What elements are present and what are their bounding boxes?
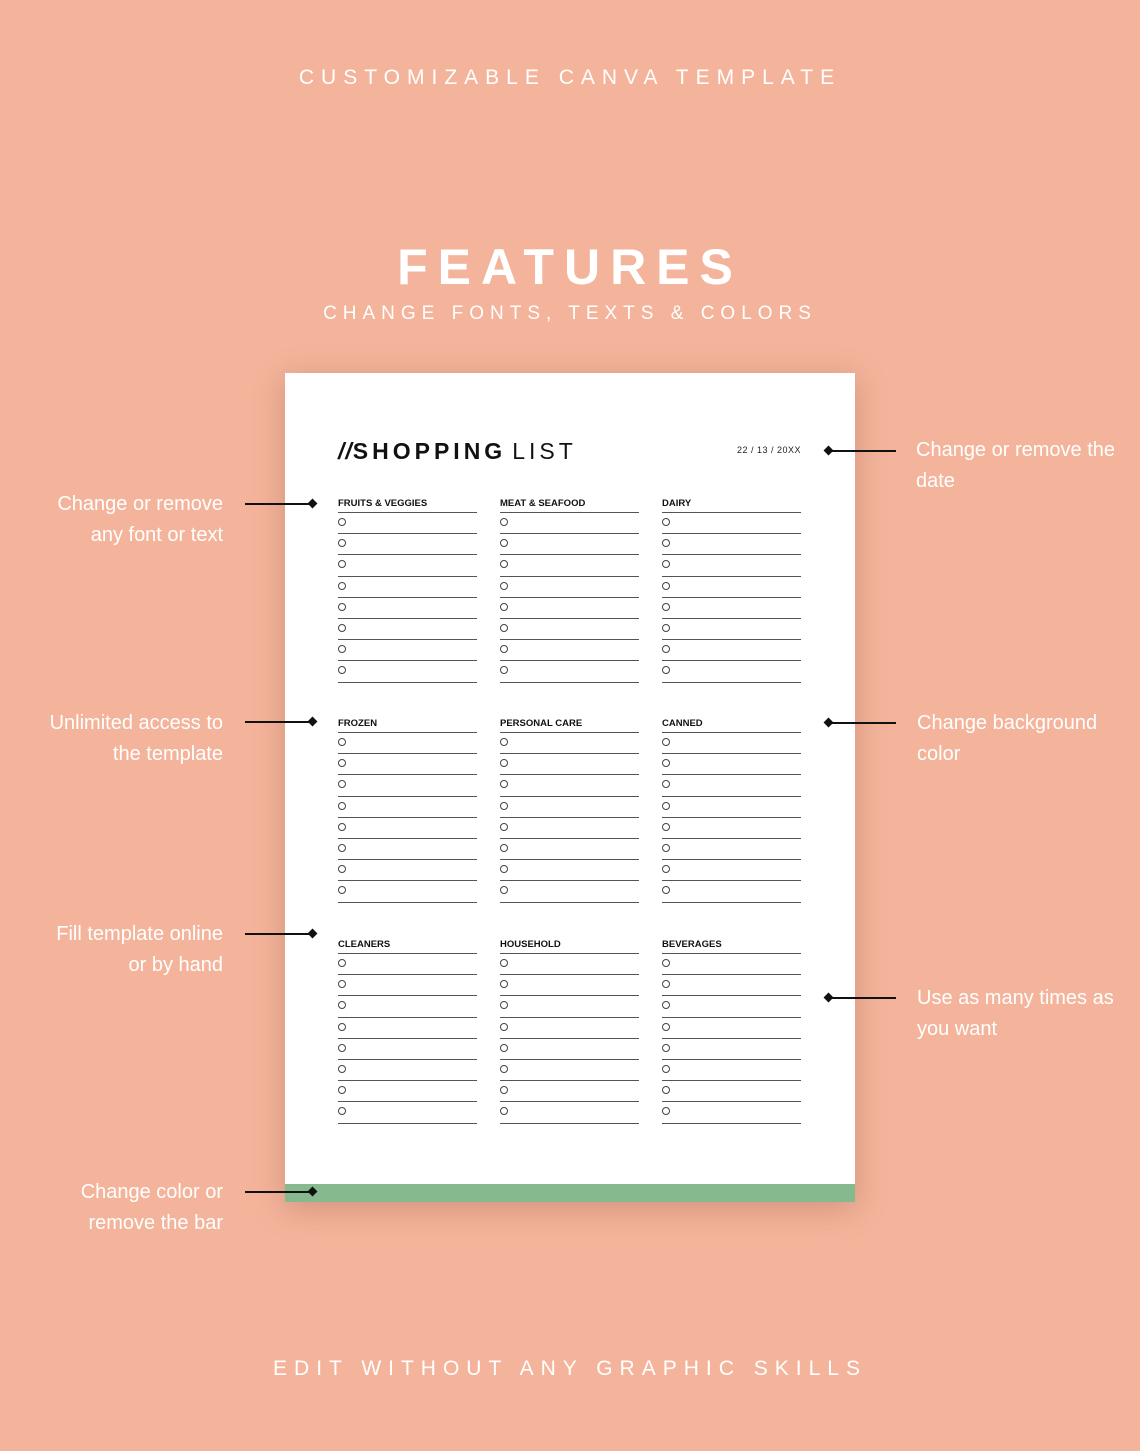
bottom-tagline: EDIT WITHOUT ANY GRAPHIC SKILLS [273,1357,867,1380]
checkbox-circle-icon[interactable] [500,738,508,746]
checkbox-circle-icon[interactable] [500,1107,508,1115]
checklist-row[interactable] [662,733,801,754]
checklist-row[interactable] [662,975,801,996]
checkbox-circle-icon[interactable] [500,1086,508,1094]
checkbox-circle-icon[interactable] [662,1065,670,1073]
checklist-row[interactable] [500,577,639,598]
checklist-row[interactable] [500,598,639,619]
checklist-row[interactable] [338,754,477,775]
connector-change-font [245,503,313,505]
checkbox-circle-icon[interactable] [500,603,508,611]
checkbox-circle-icon[interactable] [338,1023,346,1031]
category-items [500,954,639,1124]
checklist-row[interactable] [500,1060,639,1081]
checkbox-circle-icon[interactable] [338,645,346,653]
checkbox-circle-icon[interactable] [500,759,508,767]
checkbox-circle-icon[interactable] [662,865,670,873]
checklist-row[interactable] [500,555,639,576]
bottom-color-bar [285,1184,855,1202]
checkbox-circle-icon[interactable] [338,603,346,611]
checkbox-circle-icon[interactable] [500,666,508,674]
category-items [662,954,801,1124]
checkbox-circle-icon[interactable] [338,886,346,894]
checklist-row[interactable] [662,839,801,860]
category-title: HOUSEHOLD [500,937,639,954]
sheet-title [338,438,577,465]
checklist-row[interactable] [338,818,477,839]
category-title: FRUITS & VEGGIES [338,496,477,513]
note-fill-template: Fill template online or by hand [56,923,223,976]
checkbox-circle-icon[interactable] [500,959,508,967]
note-change-bar: Change color or remove the bar [80,1181,223,1234]
checklist-row[interactable] [500,1039,639,1060]
checklist-row[interactable] [662,598,801,619]
checkbox-circle-icon[interactable] [338,582,346,590]
checklist-row[interactable] [338,598,477,619]
checklist-row[interactable] [338,661,477,682]
checkbox-circle-icon[interactable] [338,1001,346,1009]
checkbox-circle-icon[interactable] [338,802,346,810]
checklist-row[interactable] [338,733,477,754]
checklist-row[interactable] [338,954,477,975]
checkbox-circle-icon[interactable] [662,1086,670,1094]
checklist-row[interactable] [662,513,801,534]
category-title: DAIRY [662,496,801,513]
checklist-row[interactable] [662,797,801,818]
checklist-row[interactable] [500,954,639,975]
checklist-row[interactable] [662,534,801,555]
checklist-row[interactable] [662,640,801,661]
checklist-row[interactable] [338,1060,477,1081]
checkbox-circle-icon[interactable] [500,582,508,590]
features-subtitle: CHANGE FONTS, TEXTS & COLORS [323,303,817,324]
checklist-row[interactable] [500,860,639,881]
checkbox-circle-icon[interactable] [500,780,508,788]
checklist-row[interactable] [500,513,639,534]
checkbox-circle-icon[interactable] [662,1001,670,1009]
checkbox-circle-icon[interactable] [662,886,670,894]
checklist-row[interactable] [662,619,801,640]
checklist-row[interactable] [500,975,639,996]
checkbox-circle-icon[interactable] [662,980,670,988]
category-items [662,733,801,903]
checkbox-circle-icon[interactable] [500,1044,508,1052]
category-dairy [662,496,801,683]
checklist-row[interactable] [338,640,477,661]
checkbox-circle-icon[interactable] [662,823,670,831]
category-title: FROZEN [338,716,477,733]
checklist-row[interactable] [500,754,639,775]
checkbox-circle-icon[interactable] [500,645,508,653]
checklist-row[interactable] [662,661,801,682]
shopping-list-sheet [285,373,855,1202]
checkbox-circle-icon[interactable] [662,802,670,810]
checklist-row[interactable] [500,1081,639,1102]
category-canned [662,716,801,903]
category-household [500,937,639,1124]
checkbox-circle-icon[interactable] [338,738,346,746]
checklist-row[interactable] [662,775,801,796]
checklist-row[interactable] [338,975,477,996]
checkbox-circle-icon[interactable] [500,1065,508,1073]
note-change-date: Change or remove the date [916,439,1116,492]
checkbox-circle-icon[interactable] [338,666,346,674]
checkbox-circle-icon[interactable] [500,624,508,632]
checklist-row[interactable] [662,881,801,902]
title-word-shopping: SHOPPING [352,438,507,464]
checkbox-circle-icon[interactable] [338,1065,346,1073]
checkbox-circle-icon[interactable] [500,865,508,873]
category-meat-seafood [500,496,639,683]
checklist-row[interactable] [500,839,639,860]
checklist-row[interactable] [662,577,801,598]
category-items [662,513,801,683]
checklist-row[interactable] [500,797,639,818]
category-items [500,733,639,903]
category-frozen [338,716,477,903]
checklist-row[interactable] [500,661,639,682]
note-change-font: Change or remove any font or text [57,493,223,546]
checklist-row[interactable] [338,513,477,534]
checkbox-circle-icon[interactable] [338,1086,346,1094]
checklist-row[interactable] [662,1060,801,1081]
checklist-row[interactable] [662,996,801,1017]
checklist-row[interactable] [662,1081,801,1102]
checkbox-circle-icon[interactable] [662,959,670,967]
checkbox-circle-icon[interactable] [338,518,346,526]
checkbox-circle-icon[interactable] [500,802,508,810]
checkbox-circle-icon[interactable] [338,624,346,632]
note-background-color: Change background color [917,712,1098,765]
checkbox-circle-icon[interactable] [662,780,670,788]
checkbox-circle-icon[interactable] [338,780,346,788]
checkbox-circle-icon[interactable] [338,1044,346,1052]
category-title: BEVERAGES [662,937,801,954]
category-title: CLEANERS [338,937,477,954]
checkbox-circle-icon[interactable] [500,844,508,852]
checklist-row[interactable] [338,1102,477,1123]
checklist-row[interactable] [662,555,801,576]
sheet-date: 22 / 13 / 20XX [737,445,802,455]
checklist-row[interactable] [338,1081,477,1102]
checkbox-circle-icon[interactable] [662,666,670,674]
checklist-row[interactable] [338,619,477,640]
checkbox-circle-icon[interactable] [338,980,346,988]
checkbox-circle-icon[interactable] [338,823,346,831]
checkbox-circle-icon[interactable] [662,518,670,526]
checklist-row[interactable] [500,1018,639,1039]
checklist-row[interactable] [338,555,477,576]
checklist-row[interactable] [662,1102,801,1123]
features-title: FEATURES [397,239,743,295]
checklist-row[interactable] [338,775,477,796]
checkbox-circle-icon[interactable] [662,560,670,568]
connector-change-bar [245,1191,313,1193]
top-tagline: CUSTOMIZABLE CANVA TEMPLATE [298,66,842,89]
checklist-row[interactable] [662,754,801,775]
category-title: CANNED [662,716,801,733]
checkbox-circle-icon[interactable] [662,582,670,590]
connector-use-many-times [828,997,896,999]
note-use-many-times: Use as many times as you want [917,987,1114,1040]
checkbox-circle-icon[interactable] [338,844,346,852]
checklist-row[interactable] [500,534,639,555]
checkbox-circle-icon[interactable] [338,865,346,873]
checkbox-circle-icon[interactable] [500,823,508,831]
checklist-row[interactable] [500,619,639,640]
checklist-row[interactable] [338,1018,477,1039]
checklist-row[interactable] [662,1039,801,1060]
connector-fill-template [245,933,313,935]
checklist-row[interactable] [500,733,639,754]
category-personal-care [500,716,639,903]
checkbox-circle-icon[interactable] [500,980,508,988]
connector-change-date [828,450,896,452]
checkbox-circle-icon[interactable] [662,624,670,632]
checklist-row[interactable] [500,775,639,796]
checklist-row[interactable] [338,797,477,818]
category-fruits-veggies [338,496,477,683]
checkbox-circle-icon[interactable] [662,603,670,611]
connector-background-color [828,722,896,724]
checkbox-circle-icon[interactable] [500,560,508,568]
checklist-row[interactable] [338,839,477,860]
checkbox-circle-icon[interactable] [662,759,670,767]
category-items [338,733,477,903]
checkbox-circle-icon[interactable] [500,1001,508,1009]
checkbox-circle-icon[interactable] [662,1023,670,1031]
checklist-row[interactable] [500,881,639,902]
checklist-row[interactable] [338,577,477,598]
connector-unlimited-access [245,721,313,723]
checklist-row[interactable] [662,818,801,839]
title-prefix: // [338,438,353,464]
checklist-row[interactable] [500,818,639,839]
category-beverages [662,937,801,1124]
checkbox-circle-icon[interactable] [338,539,346,547]
checkbox-circle-icon[interactable] [338,759,346,767]
checkbox-circle-icon[interactable] [662,1044,670,1052]
checkbox-circle-icon[interactable] [338,959,346,967]
checkbox-circle-icon[interactable] [500,1023,508,1031]
checklist-row[interactable] [338,881,477,902]
checkbox-circle-icon[interactable] [500,886,508,894]
checkbox-circle-icon[interactable] [500,518,508,526]
checklist-row[interactable] [662,860,801,881]
category-items [338,513,477,683]
category-title: MEAT & SEAFOOD [500,496,639,513]
checklist-row[interactable] [500,1102,639,1123]
checklist-row[interactable] [662,954,801,975]
title-word-list: LIST [512,438,577,464]
checklist-row[interactable] [338,534,477,555]
category-title: PERSONAL CARE [500,716,639,733]
checklist-row[interactable] [500,996,639,1017]
category-items [338,954,477,1124]
checkbox-circle-icon[interactable] [662,645,670,653]
checkbox-circle-icon[interactable] [338,1107,346,1115]
checkbox-circle-icon[interactable] [662,844,670,852]
checkbox-circle-icon[interactable] [662,738,670,746]
checklist-row[interactable] [338,1039,477,1060]
checkbox-circle-icon[interactable] [500,539,508,547]
checklist-row[interactable] [338,860,477,881]
category-cleaners [338,937,477,1124]
checklist-row[interactable] [500,640,639,661]
checkbox-circle-icon[interactable] [662,539,670,547]
checkbox-circle-icon[interactable] [662,1107,670,1115]
note-unlimited-access: Unlimited access to the template [49,712,223,765]
category-items [500,513,639,683]
checkbox-circle-icon[interactable] [338,560,346,568]
checklist-row[interactable] [662,1018,801,1039]
checklist-row[interactable] [338,996,477,1017]
